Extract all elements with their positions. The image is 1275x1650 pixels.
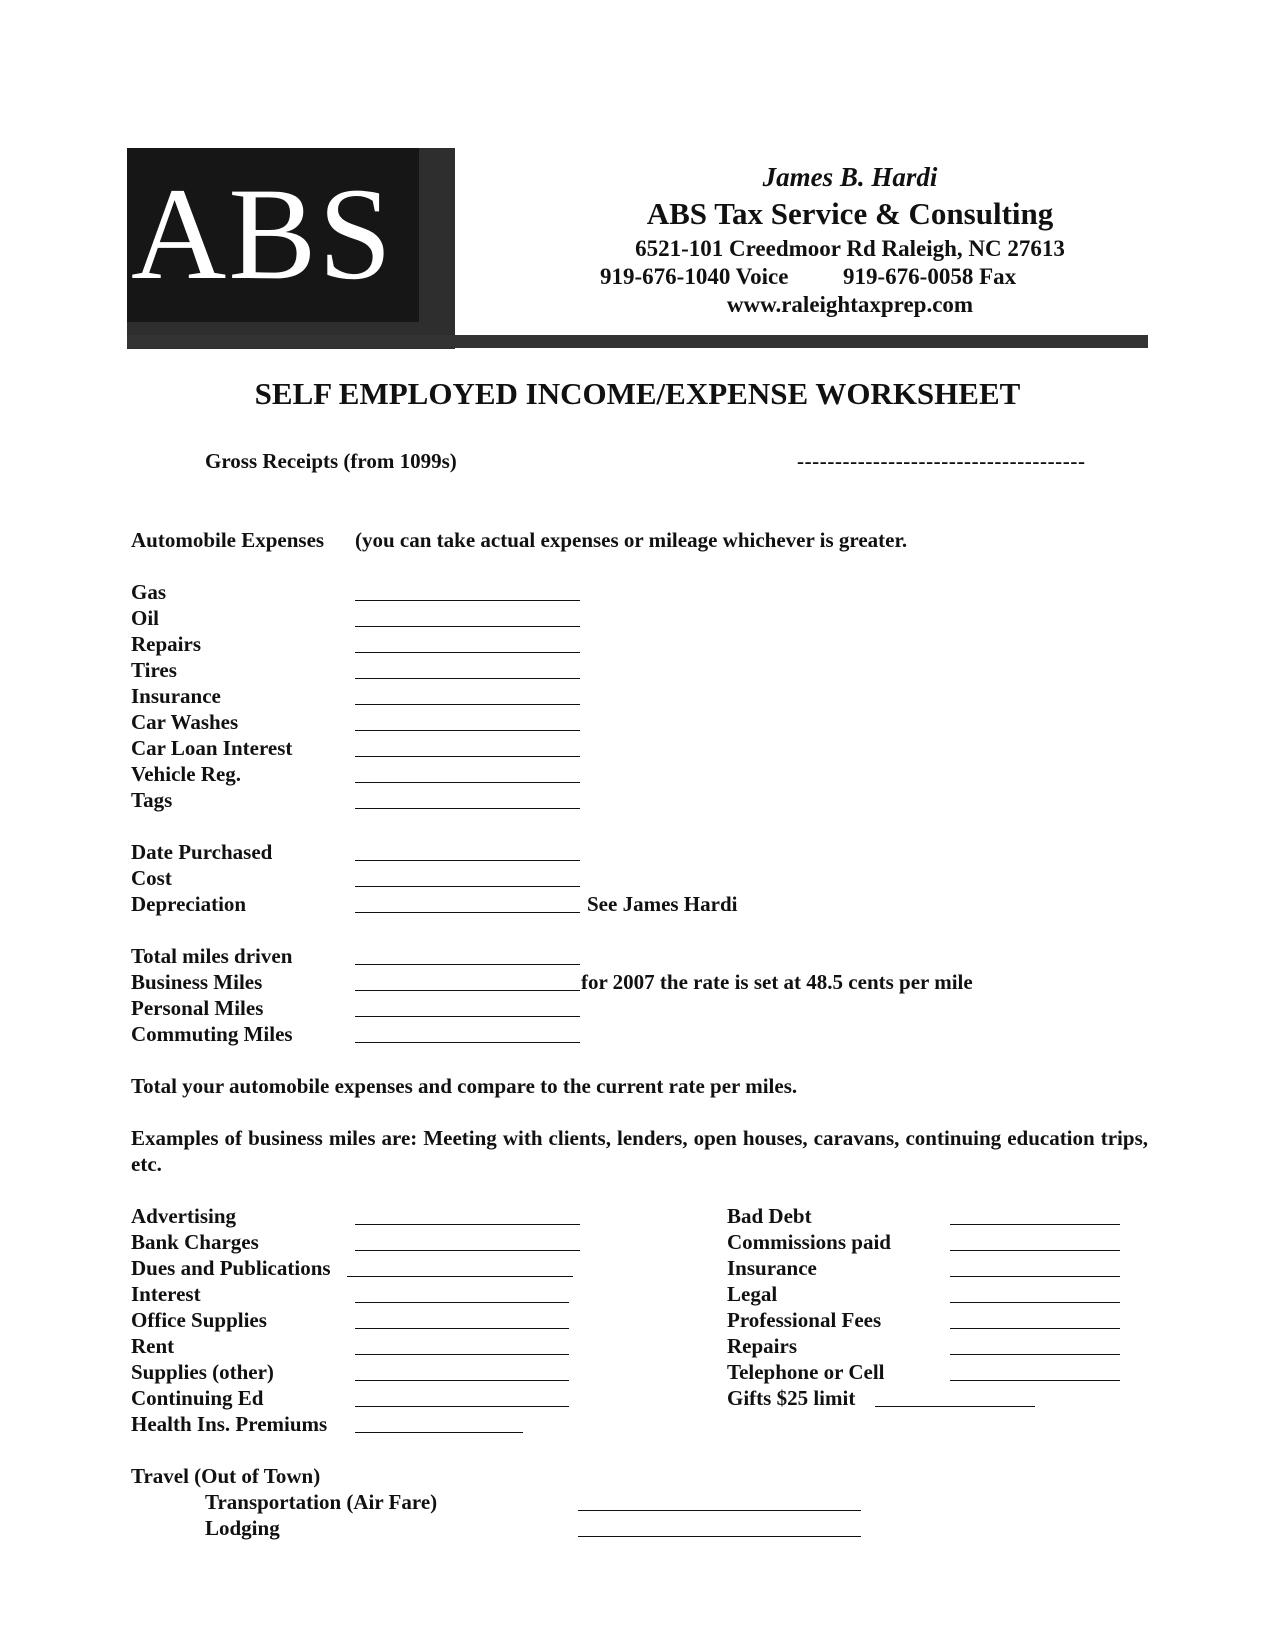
- expense-bad-debt: Bad Debt: [727, 1204, 812, 1228]
- expense-office-supplies: Office Supplies: [131, 1308, 267, 1332]
- travel-lodging: Lodging: [205, 1516, 280, 1540]
- expense-continuing-ed: Continuing Ed: [131, 1386, 264, 1410]
- auto-field-oil[interactable]: [355, 626, 580, 627]
- expense-supplies-other: Supplies (other): [131, 1360, 274, 1384]
- auto-item-insurance: Insurance: [131, 684, 221, 708]
- field-bank-charges[interactable]: [355, 1250, 580, 1251]
- auto-field-tags[interactable]: [355, 808, 580, 809]
- contact-name: James B. Hardi: [762, 162, 938, 192]
- phone-fax: 919-676-0058 Fax: [843, 264, 1017, 289]
- auto-item-car-loan-interest: Car Loan Interest: [131, 736, 293, 760]
- auto-item-vehicle-reg: Vehicle Reg.: [131, 762, 242, 786]
- field-advertising[interactable]: [355, 1224, 580, 1225]
- miles-personal: Personal Miles: [131, 996, 264, 1020]
- expense-bank-charges: Bank Charges: [131, 1230, 259, 1254]
- logo-inner-panel: [127, 148, 419, 322]
- expense-telephone: Telephone or Cell: [727, 1360, 885, 1384]
- travel-heading: Travel (Out of Town): [131, 1464, 321, 1488]
- auto-total-note: Total your automobile expenses and compare to the current rate per miles.: [131, 1074, 798, 1098]
- expense-gifts: Gifts $25 limit: [727, 1386, 856, 1410]
- vehicle-field-date-purchased[interactable]: [355, 860, 580, 861]
- field-dues-publications[interactable]: [347, 1276, 573, 1277]
- vehicle-field-depreciation[interactable]: [355, 912, 580, 913]
- logo-text: ABS: [131, 160, 394, 307]
- auto-item-oil: Oil: [131, 606, 160, 630]
- expense-health-ins: Health Ins. Premiums: [131, 1412, 328, 1436]
- miles-business: Business Miles: [131, 970, 263, 994]
- auto-expenses-note: (you can take actual expenses or mileage whichever is greater.: [355, 528, 908, 552]
- field-bad-debt[interactable]: [950, 1224, 1120, 1225]
- expense-repairs: Repairs: [727, 1334, 797, 1358]
- field-health-ins[interactable]: [355, 1432, 523, 1433]
- field-insurance[interactable]: [950, 1276, 1120, 1277]
- expense-legal: Legal: [727, 1282, 778, 1306]
- auto-field-tires[interactable]: [355, 678, 580, 679]
- auto-item-repairs: Repairs: [131, 632, 201, 656]
- gross-receipts-label: Gross Receipts (from 1099s): [205, 449, 457, 473]
- field-legal[interactable]: [950, 1302, 1120, 1303]
- business-miles-examples: Examples of business miles are: Meeting with clients, lenders, open houses, caravans, continuing education trips, etc.: [131, 1126, 1148, 1176]
- auto-item-gas: Gas: [131, 580, 167, 604]
- field-professional-fees[interactable]: [950, 1328, 1120, 1329]
- gross-receipts-field[interactable]: --------------------------------------: [797, 449, 1086, 473]
- header-rule: [127, 335, 1148, 348]
- mileage-rate-note: for 2007 the rate is set at 48.5 cents per mile: [581, 970, 973, 994]
- page-title: SELF EMPLOYED INCOME/EXPENSE WORKSHEET: [254, 376, 1021, 411]
- auto-field-insurance[interactable]: [355, 704, 580, 705]
- miles-field-business[interactable]: [355, 990, 580, 991]
- field-gifts[interactable]: [875, 1406, 1035, 1407]
- field-rent[interactable]: [355, 1354, 569, 1355]
- field-lodging[interactable]: [578, 1536, 861, 1537]
- auto-field-gas[interactable]: [355, 600, 580, 601]
- field-office-supplies[interactable]: [355, 1328, 569, 1329]
- field-continuing-ed[interactable]: [355, 1406, 569, 1407]
- auto-expenses-heading: Automobile Expenses: [131, 528, 325, 552]
- vehicle-depreciation: Depreciation: [131, 892, 247, 916]
- auto-item-tags: Tags: [131, 788, 173, 812]
- field-transportation[interactable]: [578, 1510, 861, 1511]
- field-interest[interactable]: [355, 1302, 569, 1303]
- expense-commissions-paid: Commissions paid: [727, 1230, 891, 1254]
- auto-item-car-washes: Car Washes: [131, 710, 239, 734]
- company-name: ABS Tax Service & Consulting: [646, 196, 1054, 231]
- depreciation-note: See James Hardi: [587, 892, 738, 916]
- company-address: 6521-101 Creedmoor Rd Raleigh, NC 27613: [635, 236, 1065, 261]
- website: www.raleightaxprep.com: [726, 292, 974, 317]
- expense-rent: Rent: [131, 1334, 175, 1358]
- auto-field-vehicle-reg[interactable]: [355, 782, 580, 783]
- miles-commuting: Commuting Miles: [131, 1022, 293, 1046]
- miles-total: Total miles driven: [131, 944, 293, 968]
- vehicle-field-cost[interactable]: [355, 886, 580, 887]
- expense-interest: Interest: [131, 1282, 201, 1306]
- field-commissions-paid[interactable]: [950, 1250, 1120, 1251]
- expense-insurance: Insurance: [727, 1256, 817, 1280]
- expense-dues-publications: Dues and Publications: [131, 1256, 331, 1280]
- miles-field-personal[interactable]: [355, 1016, 580, 1017]
- logo: [127, 148, 455, 349]
- auto-field-car-washes[interactable]: [355, 730, 580, 731]
- travel-transportation: Transportation (Air Fare): [205, 1490, 438, 1514]
- expense-professional-fees: Professional Fees: [727, 1308, 882, 1332]
- auto-field-car-loan-interest[interactable]: [355, 756, 580, 757]
- field-telephone[interactable]: [950, 1380, 1120, 1381]
- vehicle-date-purchased: Date Purchased: [131, 840, 273, 864]
- auto-item-tires: Tires: [131, 658, 177, 682]
- miles-field-total[interactable]: [355, 964, 580, 965]
- auto-field-repairs[interactable]: [355, 652, 580, 653]
- phone-voice: 919-676-1040 Voice: [600, 264, 789, 289]
- field-supplies-other[interactable]: [355, 1380, 569, 1381]
- vehicle-cost: Cost: [131, 866, 172, 890]
- expense-advertising: Advertising: [131, 1204, 236, 1228]
- miles-field-commuting[interactable]: [355, 1042, 580, 1043]
- field-repairs[interactable]: [950, 1354, 1120, 1355]
